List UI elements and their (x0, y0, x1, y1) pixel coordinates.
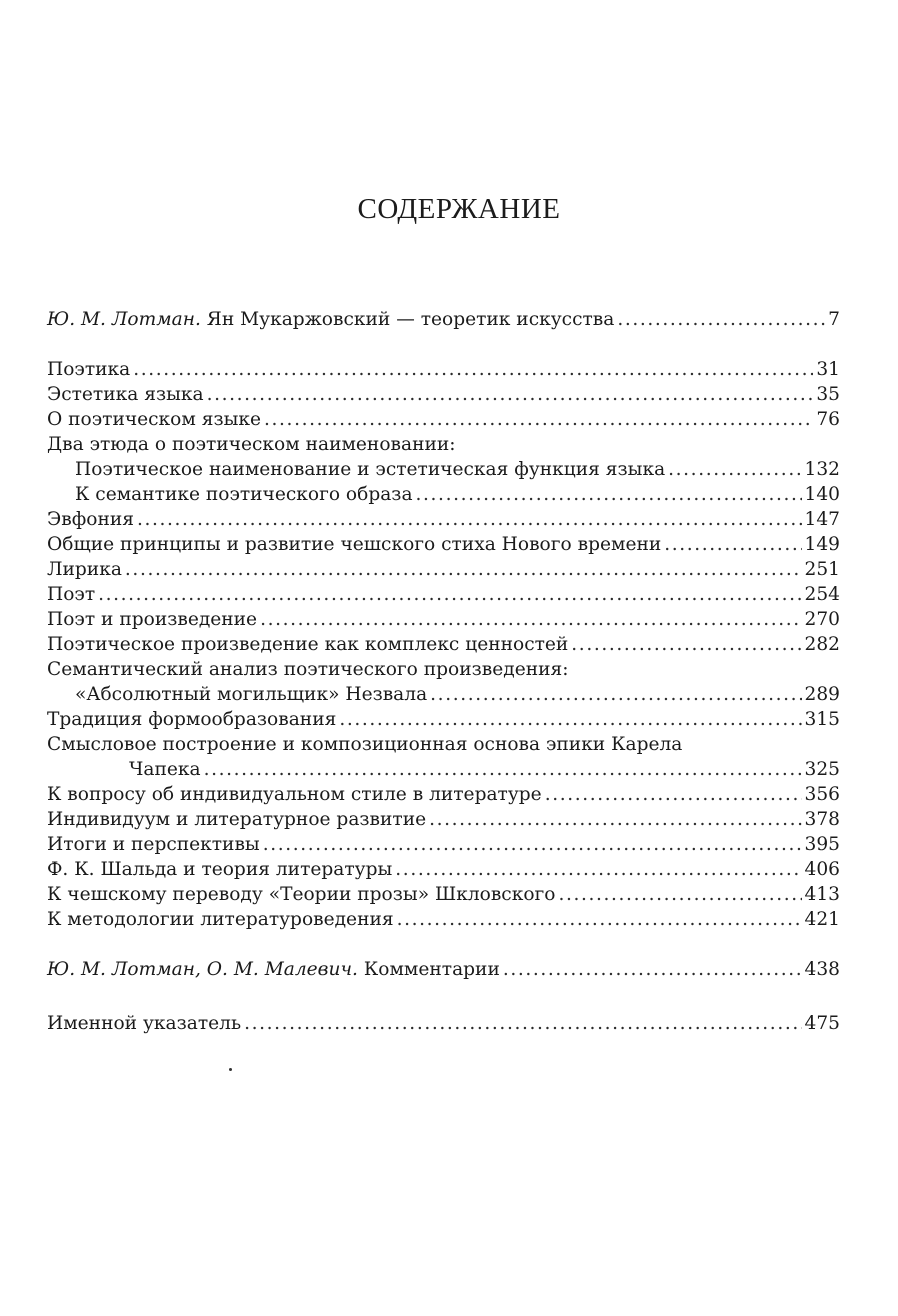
toc-entry-commentary[interactable] (47, 957, 840, 982)
toc-entry-page: 413 (804, 884, 840, 905)
dot-leader (244, 1011, 801, 1036)
dot-leader (204, 757, 802, 782)
toc-entry-title: Поэтическое произведение как комплекс ценностей (47, 634, 569, 655)
dot-leader (668, 457, 801, 482)
toc-entry[interactable] (47, 557, 840, 582)
toc-entry-page: 421 (804, 909, 840, 930)
toc-entry[interactable] (47, 807, 840, 832)
toc-entry-page: 132 (804, 459, 840, 480)
toc-entry-title: Семантический анализ поэтического произведения: (47, 659, 569, 680)
toc-entry-page: 270 (804, 609, 840, 630)
toc-entry-intro[interactable] (47, 307, 840, 332)
toc-entry-title: Смысловое построение и композиционная основа эпики Карела (47, 734, 683, 755)
toc-entry-title: Два этюда о поэтическом наименовании: (47, 434, 456, 455)
dot-leader (395, 857, 801, 882)
toc-entry-title: Поэтическое наименование и эстетическая функция языка (75, 459, 666, 480)
toc-entry-title: Ян Мукаржовский — теоретик искусства (206, 309, 615, 330)
toc-entry[interactable] (47, 832, 840, 857)
toc-entry-page: 76 (816, 409, 840, 430)
toc-entry-index[interactable] (47, 1011, 840, 1036)
toc-entry-page: 289 (804, 684, 840, 705)
toc-entry-title: «Абсолютный могильщик» Незвала (75, 684, 428, 705)
toc-entry-page: 325 (804, 759, 840, 780)
ink-speck (229, 1068, 232, 1071)
toc-entry-title: О поэтическом языке (47, 409, 262, 430)
dot-leader (664, 532, 801, 557)
dot-leader (137, 507, 802, 532)
toc-entry-page: 315 (804, 709, 840, 730)
toc-entry-title: Поэт (47, 584, 96, 605)
toc-entry[interactable] (47, 607, 840, 632)
toc-entry[interactable] (47, 882, 840, 907)
toc-entry[interactable] (47, 482, 840, 507)
page-title: СОДЕРЖАНИЕ (357, 193, 561, 225)
toc-main-section (47, 357, 840, 932)
toc-entry-title: Поэт и произведение (47, 609, 258, 630)
toc-entry-title: Индивидуум и литературное развитие (47, 809, 427, 830)
toc-entry[interactable] (47, 907, 840, 932)
dot-leader (264, 407, 813, 432)
toc-entry[interactable] (47, 532, 840, 557)
dot-leader (617, 307, 825, 332)
toc-commentary-section (47, 957, 840, 982)
toc-entry[interactable] (47, 407, 840, 432)
toc-entry-title: Чапека (129, 759, 201, 780)
toc-entry-title: Именной указатель (47, 1013, 242, 1034)
toc-entry-title: К методологии литературоведения (47, 909, 394, 930)
dot-leader (263, 832, 802, 857)
toc-entry[interactable] (47, 457, 840, 482)
toc-entry-title: Комментарии (363, 959, 500, 980)
toc-entry[interactable] (47, 507, 840, 532)
dot-leader (558, 882, 801, 907)
dot-leader (416, 482, 802, 507)
toc-entry-title: Поэтика (47, 359, 131, 380)
toc-intro-section (47, 307, 840, 332)
toc-entry-title: Эстетика языка (47, 384, 204, 405)
toc-entry-author: Ю. М. Лотман, О. М. Малевич. (47, 959, 358, 980)
toc-index-section (47, 1011, 840, 1036)
toc-entry-title: Ф. К. Шальда и теория литературы (47, 859, 393, 880)
toc-entry-page: 31 (816, 359, 840, 380)
dot-leader (98, 582, 801, 607)
toc-entry-title: К семантике поэтического образа (75, 484, 413, 505)
toc-entry-page: 395 (804, 834, 840, 855)
toc-entry-page: 282 (804, 634, 840, 655)
dot-leader (571, 632, 801, 657)
toc-entry-title: Общие принципы и развитие чешского стиха Нового времени (47, 534, 662, 555)
dot-leader (429, 807, 801, 832)
toc-entry[interactable] (47, 757, 840, 782)
toc-group-heading[interactable] (47, 657, 840, 682)
dot-leader (125, 557, 802, 582)
dot-leader (430, 682, 801, 707)
dot-leader (207, 382, 814, 407)
dot-leader (545, 782, 802, 807)
dot-leader (133, 357, 813, 382)
dot-leader (260, 607, 801, 632)
toc-entry-title: К вопросу об индивидуальном стиле в литературе (47, 784, 542, 805)
toc-entry-continued[interactable] (47, 732, 840, 757)
toc-group-heading[interactable] (47, 432, 840, 457)
toc-entry-page: 140 (804, 484, 840, 505)
toc-entry-page: 149 (804, 534, 840, 555)
toc-entry[interactable] (47, 632, 840, 657)
toc-entry-title: Эвфония (47, 509, 134, 530)
toc-entry[interactable] (47, 582, 840, 607)
toc-entry-author: Ю. М. Лотман. (47, 309, 201, 330)
toc-entry-title: К чешскому переводу «Теории прозы» Шкловского (47, 884, 556, 905)
toc-entry-page: 475 (804, 1013, 840, 1034)
toc-entry[interactable] (47, 782, 840, 807)
toc-entry-page: 35 (816, 384, 840, 405)
toc-entry-page: 406 (804, 859, 840, 880)
toc-entry-page: 378 (804, 809, 840, 830)
toc-entry-page: 7 (828, 309, 840, 330)
toc-entry[interactable] (47, 682, 840, 707)
toc-entry-title: Итоги и перспективы (47, 834, 260, 855)
dot-leader (503, 957, 802, 982)
toc-entry-title: Лирика (47, 559, 122, 580)
toc-entry-page: 254 (804, 584, 840, 605)
dot-leader (397, 907, 802, 932)
toc-entry-title: Традиция формообразования (47, 709, 337, 730)
toc-entry-page: 438 (804, 959, 840, 980)
dot-leader (339, 707, 801, 732)
toc-entry[interactable] (47, 707, 840, 732)
toc-entry[interactable] (47, 857, 840, 882)
toc-entry-page: 356 (804, 784, 840, 805)
toc-entry[interactable] (47, 357, 840, 382)
toc-entry[interactable] (47, 382, 840, 407)
toc-entry-page: 147 (804, 509, 840, 530)
toc-entry-page: 251 (804, 559, 840, 580)
